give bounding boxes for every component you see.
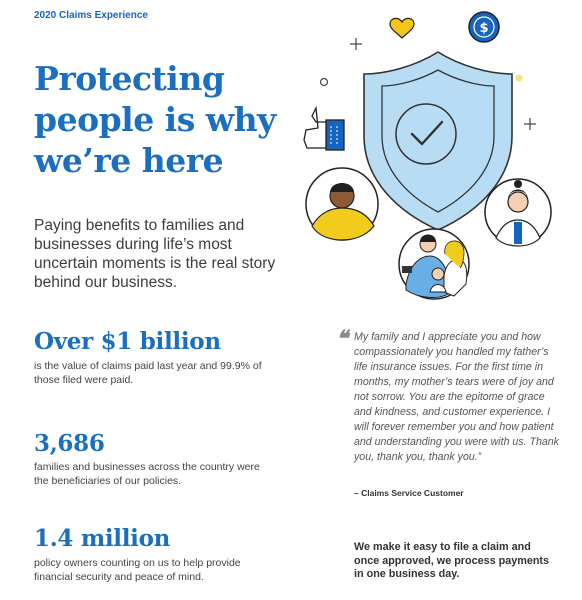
sparkle-dot-icon [516, 75, 523, 82]
promise-statement: We make it easy to file a claim and once approved, we process payments in one business day. [354, 541, 550, 580]
stat-description: policy owners counting on us to help provide financial security and peace of mind. [34, 557, 241, 583]
coin-symbol: $ [479, 21, 489, 36]
person-avatar-icon [306, 168, 378, 240]
family-avatar-icon [399, 229, 469, 299]
stat-value: 1.4 million [34, 525, 171, 552]
testimonial-attribution: – Claims Service Customer [354, 488, 464, 498]
headline-line: people is why [34, 100, 276, 139]
person-avatar-icon [485, 179, 551, 246]
report-eyebrow: 2020 Claims Experience [34, 10, 148, 21]
quote-mark-icon: ❝ [336, 326, 348, 352]
page-headline [34, 58, 304, 181]
stat-description: is the value of claims paid last year and 99.9% of those filed were paid. [34, 360, 262, 386]
protection-illustration [298, 8, 582, 304]
testimonial-quote: My family and I appreciate you and how compassionately you handled my father’s life insurance issues. For the first time in months, my mother’s tears were of joy and not sorrow. You are the epitome of grace and kindness, and customer experience. I will forever remember you and how patient and understanding you were with us. Thank you, thank you, thank you.” [354, 331, 559, 463]
intro-paragraph: Paying benefits to families and businesses during life’s most uncertain moments is the real story behind our business. [34, 217, 276, 291]
stat-value: 3,686 [34, 430, 105, 457]
stat-value: Over $1 billion [34, 328, 221, 355]
stat-description: families and businesses across the country were the beneficiaries of our policies. [34, 461, 260, 487]
dollar-coin-icon [469, 12, 499, 42]
headline-line: Protecting [34, 59, 225, 98]
thumbs-up-icon [304, 108, 344, 150]
heart-icon [390, 18, 414, 38]
headline-line: we’re here [34, 141, 224, 180]
